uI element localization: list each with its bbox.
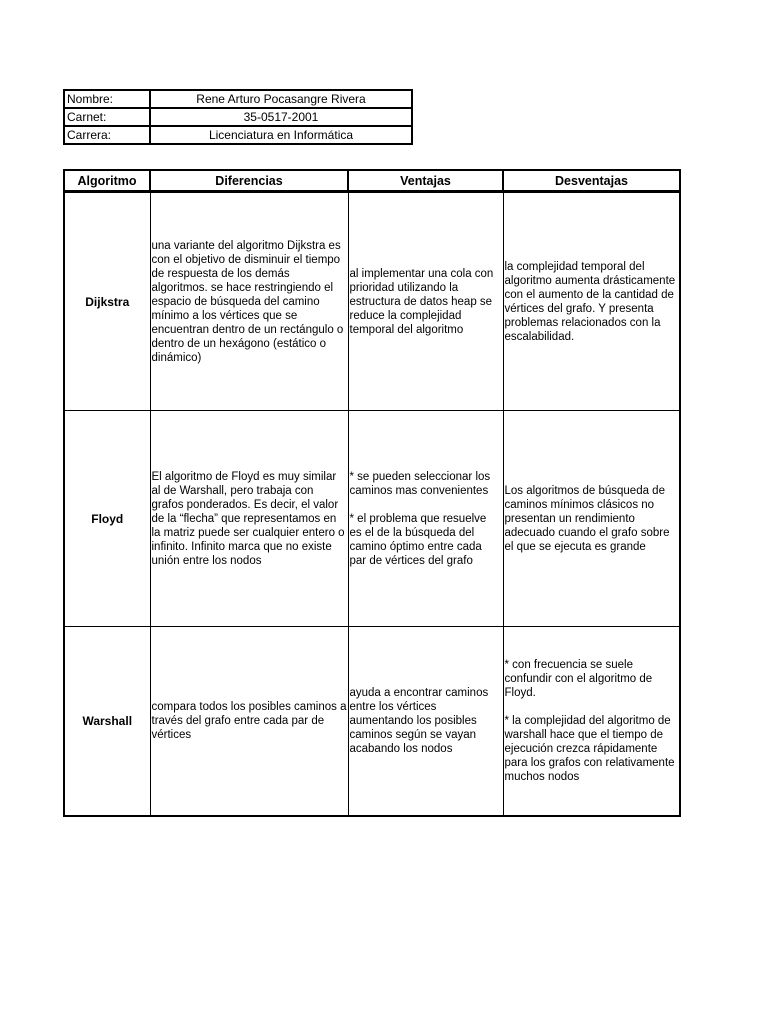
student-info-table xyxy=(63,89,413,145)
carnet-value: 35-0517-2001 xyxy=(150,108,412,126)
name-label: Nombre: xyxy=(64,90,150,108)
cell-paragraph: * se pueden seleccionar los caminos mas convenientes xyxy=(349,470,491,497)
algorithm-comparison-table xyxy=(63,169,681,817)
differences-cell xyxy=(150,411,348,627)
table-header-row xyxy=(64,170,680,192)
advantages-cell xyxy=(348,627,503,817)
name-value: Rene Arturo Pocasangre Rivera xyxy=(150,90,412,108)
advantages-cell xyxy=(348,411,503,627)
cell-paragraph: * con frecuencia se suele confundir con el algoritmo de Floyd. xyxy=(504,659,653,699)
table-row xyxy=(64,411,680,627)
info-row-carrera xyxy=(64,126,412,144)
differences-cell xyxy=(150,192,348,411)
cell-paragraph: El algoritmo de Floyd es muy similar al de Warshall, pero trabaja con grafos ponderados. Es decir, el valor de la “flecha” que representamos en la matriz puede ser cualquier entero o infinito. Infinito marca que no existe unión entre los nodos xyxy=(151,470,345,567)
table-row xyxy=(64,192,680,411)
info-row-carnet xyxy=(64,108,412,126)
advantages-cell xyxy=(348,192,503,411)
cell-paragraph: Los algoritmos de búsqueda de caminos mínimos clásicos no presentan un rendimiento adecuado cuando el grafo sobre el que se ejecuta es grande xyxy=(504,484,670,553)
cell-paragraph: * el problema que resuelve es el de la búsqueda del camino óptimo entre cada par de vértices del grafo xyxy=(349,512,487,567)
carnet-label: Carnet: xyxy=(64,108,150,126)
algorithm-name: Warshall xyxy=(64,627,150,817)
cell-paragraph: una variante del algoritmo Dijkstra es con el objetivo de disminuir el tiempo de respuesta de los demás algoritmos. se hace restringiendo el espacio de búsqueda del camino mínimo a los vértices que se encuentran dentro de un rectángulo o dentro de un hexágono (estático o dinámico) xyxy=(151,239,344,364)
info-row-name xyxy=(64,90,412,108)
cell-paragraph: compara todos los posibles caminos a través del grafo entre cada par de vértices xyxy=(151,701,347,741)
disadvantages-cell xyxy=(503,192,680,411)
cell-paragraph: al implementar una cola con prioridad utilizando la estructura de datos heap se reduce la complejidad temporal del algoritmo xyxy=(349,267,494,336)
carrera-label: Carrera: xyxy=(64,126,150,144)
header-desventajas: Desventajas xyxy=(503,170,680,192)
cell-paragraph: * la complejidad del algoritmo de warshall hace que el tiempo de ejecución crezca rápidamente para los grafos con relativamente muchos nodos xyxy=(504,715,675,783)
header-ventajas: Ventajas xyxy=(348,170,503,192)
disadvantages-cell xyxy=(503,627,680,817)
algorithm-name: Dijkstra xyxy=(64,192,150,411)
header-diferencias: Diferencias xyxy=(150,170,348,192)
header-algoritmo: Algoritmo xyxy=(64,170,150,192)
disadvantages-cell xyxy=(503,411,680,627)
table-row xyxy=(64,627,680,817)
differences-cell xyxy=(150,627,348,817)
algorithm-name: Floyd xyxy=(64,411,150,627)
cell-paragraph: la complejidad temporal del algoritmo aumenta drásticamente con el aumento de la cantidad de vértices del grafo. Y presenta problemas relacionados con la escalabilidad. xyxy=(504,260,676,343)
cell-paragraph: ayuda a encontrar caminos entre los vértices aumentando los posibles caminos según se vayan acabando los nodos xyxy=(349,687,489,755)
carrera-value: Licenciatura en Informática xyxy=(150,126,412,144)
